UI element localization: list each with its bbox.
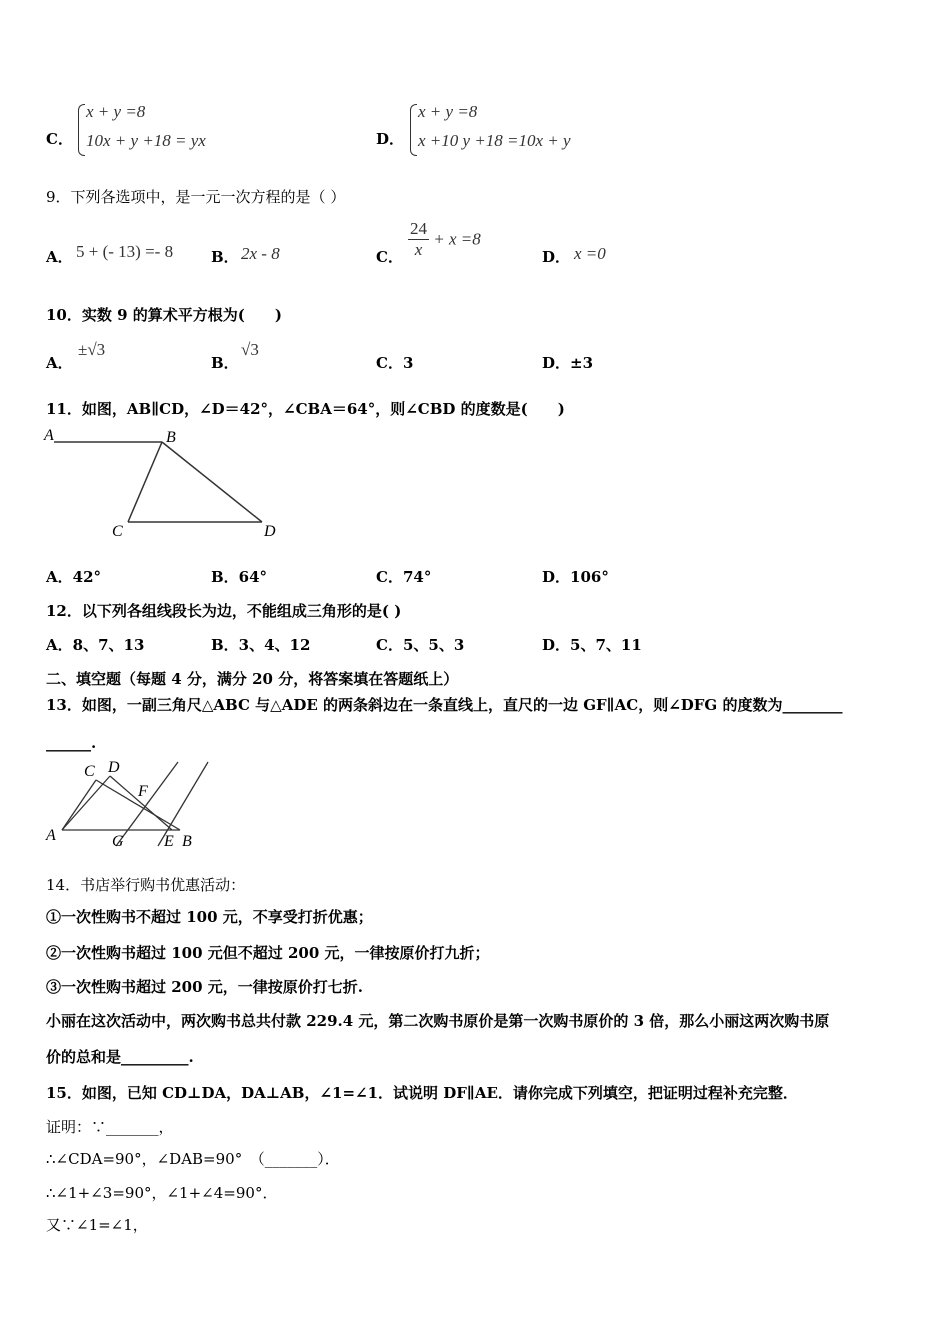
q9-option-c-numerator: 24 — [410, 219, 427, 238]
q15-proof-line-1: 证明：∵_______， — [46, 1118, 174, 1136]
q8-option-d-eq1: x + y =8 — [418, 102, 478, 121]
q12-option-d: D．5、7、11 — [542, 636, 642, 654]
q11-option-b: B．64° — [211, 568, 268, 586]
q15-proof-line-4: 又∵∠1=∠1， — [46, 1216, 148, 1234]
q13-figure — [40, 758, 220, 850]
q13-line-ac — [62, 780, 96, 830]
q13-label-g: G — [112, 833, 124, 850]
q9-stem-text: 9．下列各选项中，是一元一次方程的是（ ） — [46, 188, 346, 206]
q9-option-c-label: C． — [376, 248, 403, 266]
q13-line-ad — [62, 776, 110, 830]
q11-label-d: D — [264, 523, 276, 540]
q13-label-f: F — [138, 783, 148, 800]
q9-option-a-expr: 5 + (- 13) =- 8 — [76, 242, 174, 261]
q10-stem: 10．实数 9 的算术平方根为( ) — [46, 306, 282, 324]
q9-option-c-fraction — [408, 219, 429, 260]
q13-stem: 13．如图，一副三角尺△ABC 与△ADE 的两条斜边在一条直线上，直尺的一边 GF∥AC，则∠DFG 的度数为________ — [46, 696, 843, 714]
q9-option-b-expr: 2x - 8 — [241, 244, 280, 263]
q11-option-c: C．74° — [376, 568, 432, 586]
q9-option-c-expr — [408, 219, 481, 260]
q14-rule-2: ②一次性购书超过 100 元但不超过 200 元，一律按原价打九折； — [46, 944, 490, 962]
q11-line-bc — [128, 442, 162, 522]
q11-figure — [40, 424, 290, 544]
q12-stem: 12．以下列各组线段长为边，不能组成三角形的是( ) — [46, 602, 402, 620]
q8-option-c-brace — [78, 104, 85, 156]
q10-option-b-label: B． — [211, 354, 239, 372]
q9-option-c-denominator: x — [414, 240, 423, 259]
q9-stem — [46, 186, 345, 207]
q8-option-c-label: C． — [46, 130, 73, 148]
q11-line-bd — [162, 442, 262, 522]
q15-stem: 15．如图，已知 CD⊥DA，DA⊥AB，∠1=∠1．试说明 DF∥AE．请你完成下列填空，把证明过程补充完整． — [46, 1084, 798, 1102]
q12-option-b: B．3、4、12 — [211, 636, 311, 654]
q15-proof-line-2: ∴∠CDA=90°，∠DAB=90° （_______）． — [46, 1150, 340, 1168]
q14-body-line-2: 价的总和是_________. — [46, 1048, 194, 1066]
q13-label-a: A — [46, 827, 56, 844]
q11-option-d: D．106° — [542, 568, 609, 586]
q13-label-d: D — [108, 759, 120, 776]
q10-option-d: D．±3 — [542, 354, 594, 372]
q8-option-c-eq2: 10x + y +18 = yx — [86, 131, 206, 150]
q9-option-c-rest: + x =8 — [433, 229, 481, 249]
q13-label-b: B — [182, 833, 192, 850]
q8-option-c-eq1: x + y =8 — [86, 102, 146, 121]
q12-option-a: A．8、7、13 — [46, 636, 145, 654]
q14-stem: 14．书店举行购书优惠活动： — [46, 876, 246, 894]
q9-option-d-label: D． — [542, 248, 571, 266]
q8-option-d-label: D． — [376, 130, 405, 148]
q11-label-b: B — [166, 429, 176, 446]
q14-rule-3: ③一次性购书超过 200 元，一律按原价打七折. — [46, 978, 363, 996]
q9-option-d-expr: x =0 — [574, 244, 606, 263]
q12-option-c: C．5、5、3 — [376, 636, 465, 654]
q10-option-a-expr: ±√3 — [78, 340, 106, 359]
section-2-heading: 二、填空题（每题 4 分，满分 20 分，将答案填在答题纸上） — [46, 670, 459, 688]
q11-stem: 11．如图，AB∥CD，∠D＝42°，∠CBA＝64°，则∠CBD 的度数是( ) — [46, 400, 565, 418]
q14-body-line-1: 小丽在这次活动中，两次购书总共付款 229.4 元，第二次购书原价是第一次购书原价的 3 倍，那么小丽这两次购书原 — [46, 1012, 830, 1030]
q14-rule-1: ①一次性购书不超过 100 元，不享受打折优惠； — [46, 908, 373, 926]
q10-option-b-expr: √3 — [241, 340, 259, 359]
q9-option-a-label: A． — [46, 248, 73, 266]
q15-proof-line-3: ∴∠1+∠3=90°，∠1+∠4=90°． — [46, 1184, 278, 1202]
q11-option-a: A．42° — [46, 568, 102, 586]
q13-label-e: E — [164, 833, 174, 850]
q10-option-a-label: A． — [46, 354, 73, 372]
q9-option-b-label: B． — [211, 248, 239, 266]
q13-label-c: C — [84, 763, 95, 780]
q13-stem-continued: ______. — [46, 734, 97, 752]
q11-label-a: A — [44, 427, 54, 444]
q11-label-c: C — [112, 523, 123, 540]
q10-option-c: C．3 — [376, 354, 414, 372]
q8-option-d-eq2: x +10 y +18 =10x + y — [418, 131, 571, 150]
q8-option-d-brace — [410, 104, 417, 156]
